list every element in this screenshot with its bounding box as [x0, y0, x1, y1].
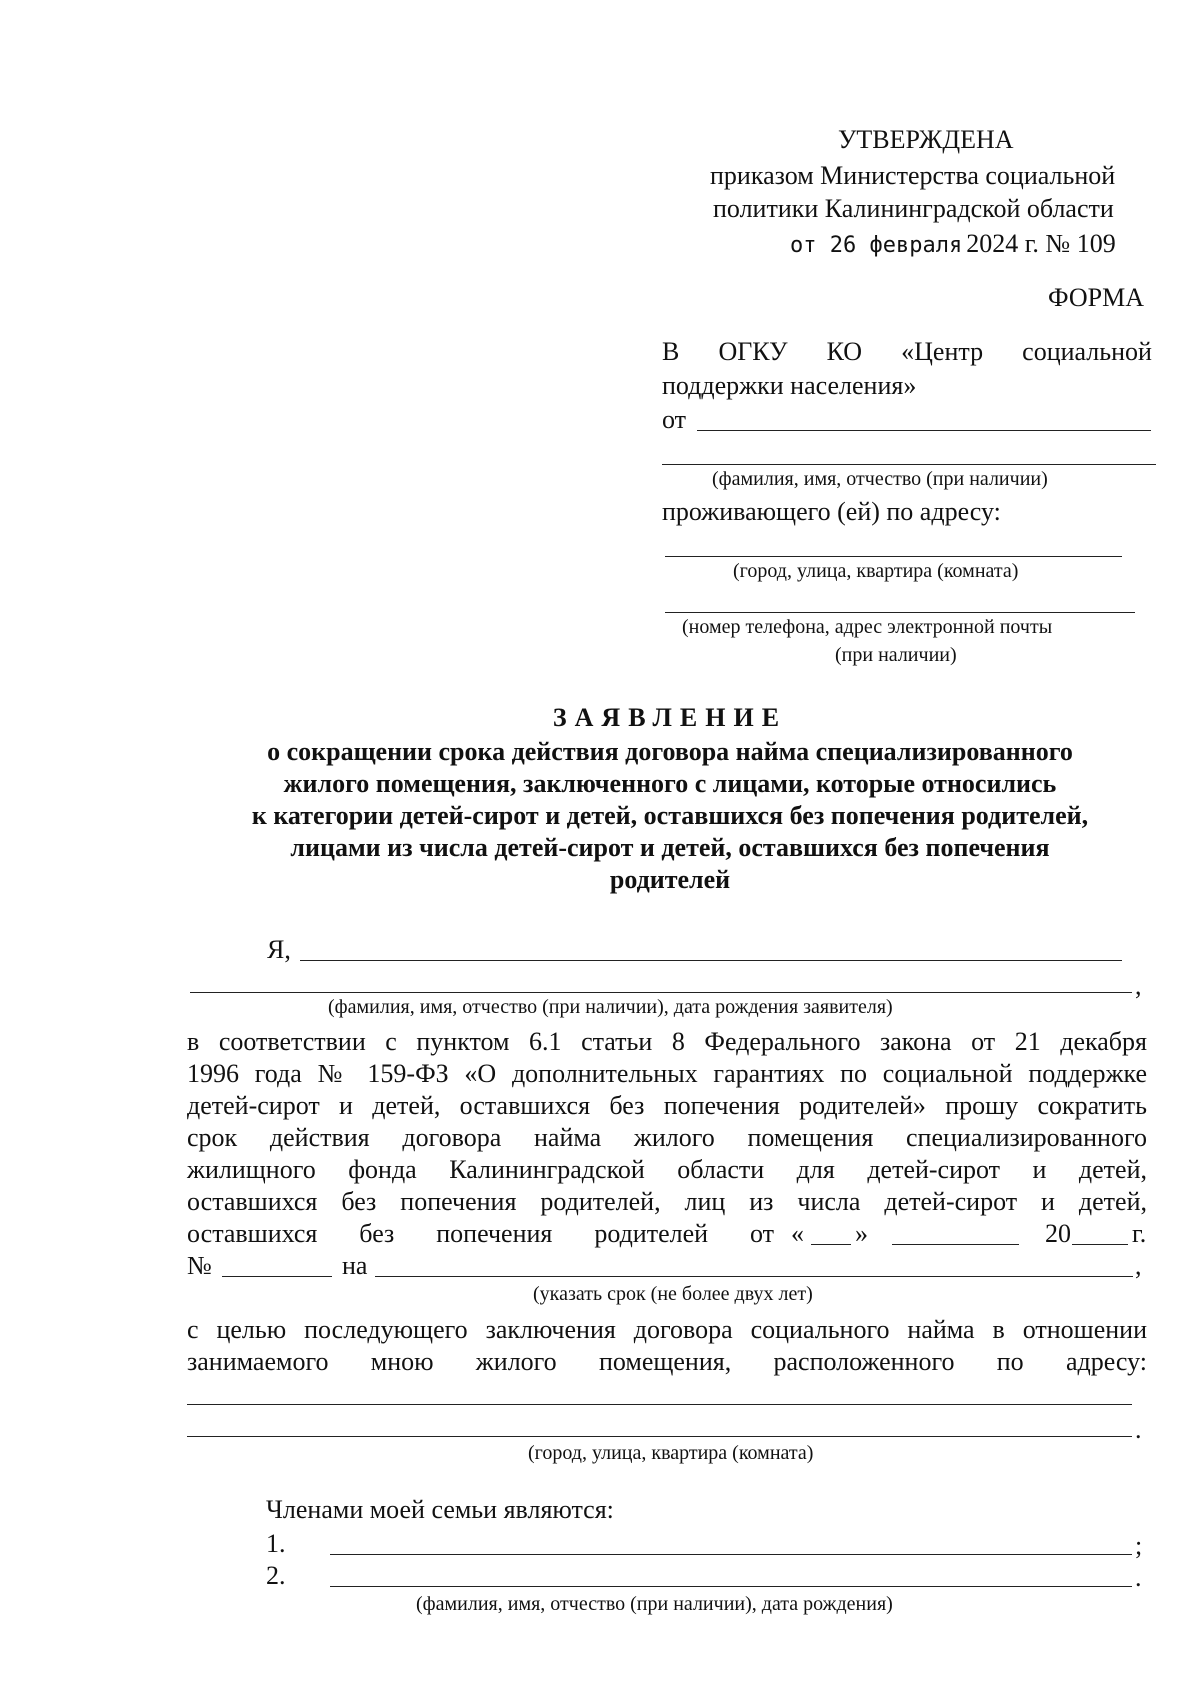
paragraph-line-2: 1996 года № 159-ФЗ «О дополнительных гарантиях по социальной поддержке — [187, 1059, 1147, 1088]
address-caption: (город, улица, квартира (комната) — [733, 560, 1019, 582]
term-comma: , — [1135, 1251, 1142, 1280]
family-item-1-end: ; — [1135, 1531, 1143, 1560]
year-suffix: г. — [1132, 1219, 1147, 1248]
term-field[interactable] — [375, 1276, 1133, 1277]
document-title: ЗАЯВЛЕНИЕ — [552, 703, 788, 732]
addressee-word-5: социальной — [1022, 337, 1152, 366]
i-label: Я, — [267, 935, 291, 964]
form-label: ФОРМА — [1048, 283, 1144, 312]
addressee-word-4: «Центр — [901, 337, 984, 366]
approval-line-1: приказом Министерства социальной — [710, 161, 1116, 190]
paragraph-line-6: оставшихся без попечения родителей, лиц из числа детей-сирот и детей, — [187, 1187, 1147, 1216]
addressee-word-2: ОГКУ — [718, 337, 788, 366]
quote-open: « — [791, 1219, 804, 1248]
subtitle-line-2: жилого помещения, заключенного с лицами, которые относились — [283, 769, 1057, 798]
address-period: . — [1135, 1415, 1142, 1444]
on-label: на — [342, 1251, 368, 1280]
approval-date-suffix: 2024 г. № 109 — [966, 229, 1116, 258]
addressee-line-2: поддержки населения» — [662, 371, 917, 400]
day-field[interactable] — [811, 1244, 851, 1245]
approval-date-prefix: от 26 февраля — [790, 233, 963, 258]
family-item-2-end: . — [1135, 1563, 1142, 1592]
addressee-word-3: КО — [826, 337, 863, 366]
family-member-2-field[interactable] — [330, 1586, 1132, 1587]
subtitle-line-5: родителей — [609, 865, 731, 894]
paragraph-line-9: занимаемого мною жилого помещения, расположенного по адресу: — [187, 1347, 1147, 1376]
fio-caption: (фамилия, имя, отчество (при наличии) — [712, 468, 1048, 490]
from-fio-line-2[interactable] — [662, 464, 1156, 465]
from-label: от — [662, 405, 687, 434]
property-address-line-2[interactable] — [187, 1436, 1132, 1437]
contract-number-field[interactable] — [222, 1276, 332, 1277]
family-member-1-field[interactable] — [330, 1554, 1132, 1555]
paragraph-line-7: оставшихся без попечения родителей от — [187, 1219, 774, 1248]
approval-title: УТВЕРЖДЕНА — [838, 125, 1014, 154]
paragraph-line-5: жилищного фонда Калининградской области для детей-сирот и детей, — [187, 1155, 1147, 1184]
year-prefix: 20 — [1045, 1219, 1071, 1248]
approval-line-2: политики Калининградской области — [713, 194, 1114, 223]
family-item-1-number: 1. — [266, 1529, 286, 1558]
year-field[interactable] — [1072, 1244, 1128, 1245]
contact-caption-1: (номер телефона, адрес электронной почты — [682, 616, 1053, 638]
from-fio-line[interactable] — [697, 430, 1151, 431]
residing-label: проживающего (ей) по адресу: — [662, 497, 1001, 526]
paragraph-line-1: в соответствии с пунктом 6.1 статьи 8 Федерального закона от 21 декабря — [187, 1027, 1147, 1056]
number-sign: № — [187, 1251, 212, 1280]
applicant-line-1[interactable] — [300, 960, 1122, 961]
term-caption: (указать срок (не более двух лет) — [533, 1283, 813, 1305]
applicant-comma: , — [1135, 971, 1142, 1000]
addressee-word-1: В — [662, 337, 680, 366]
residence-address-line[interactable] — [665, 556, 1122, 557]
subtitle-line-4: лицами из числа детей-сирот и детей, оставшихся без попечения — [290, 833, 1050, 862]
addressee-line-1 — [662, 336, 1152, 368]
subtitle-line-1: о сокращении срока действия договора найма специализированного — [267, 737, 1073, 766]
quote-close: » — [855, 1219, 868, 1248]
applicant-line-2[interactable] — [190, 992, 1132, 993]
paragraph-line-3: детей-сирот и детей, оставшихся без попечения родителей» прошу сократить — [187, 1091, 1147, 1120]
contact-caption-2: (при наличии) — [835, 644, 957, 666]
family-item-2-number: 2. — [266, 1561, 286, 1590]
approval-date — [790, 228, 1116, 260]
applicant-caption: (фамилия, имя, отчество (при наличии), дата рождения заявителя) — [328, 996, 893, 1018]
contact-line[interactable] — [665, 612, 1135, 613]
paragraph-line-4: срок действия договора найма жилого помещения специализированного — [187, 1123, 1147, 1152]
family-label: Членами моей семьи являются: — [266, 1495, 614, 1524]
paragraph-line-8: с целью последующего заключения договора социального найма в отношении — [187, 1315, 1147, 1344]
property-address-caption: (город, улица, квартира (комната) — [528, 1442, 814, 1464]
subtitle-line-3: к категории детей-сирот и детей, оставшихся без попечения родителей, — [251, 801, 1089, 830]
family-caption: (фамилия, имя, отчество (при наличии), дата рождения) — [416, 1593, 893, 1615]
property-address-line-1[interactable] — [187, 1404, 1132, 1405]
month-field[interactable] — [892, 1244, 1019, 1245]
